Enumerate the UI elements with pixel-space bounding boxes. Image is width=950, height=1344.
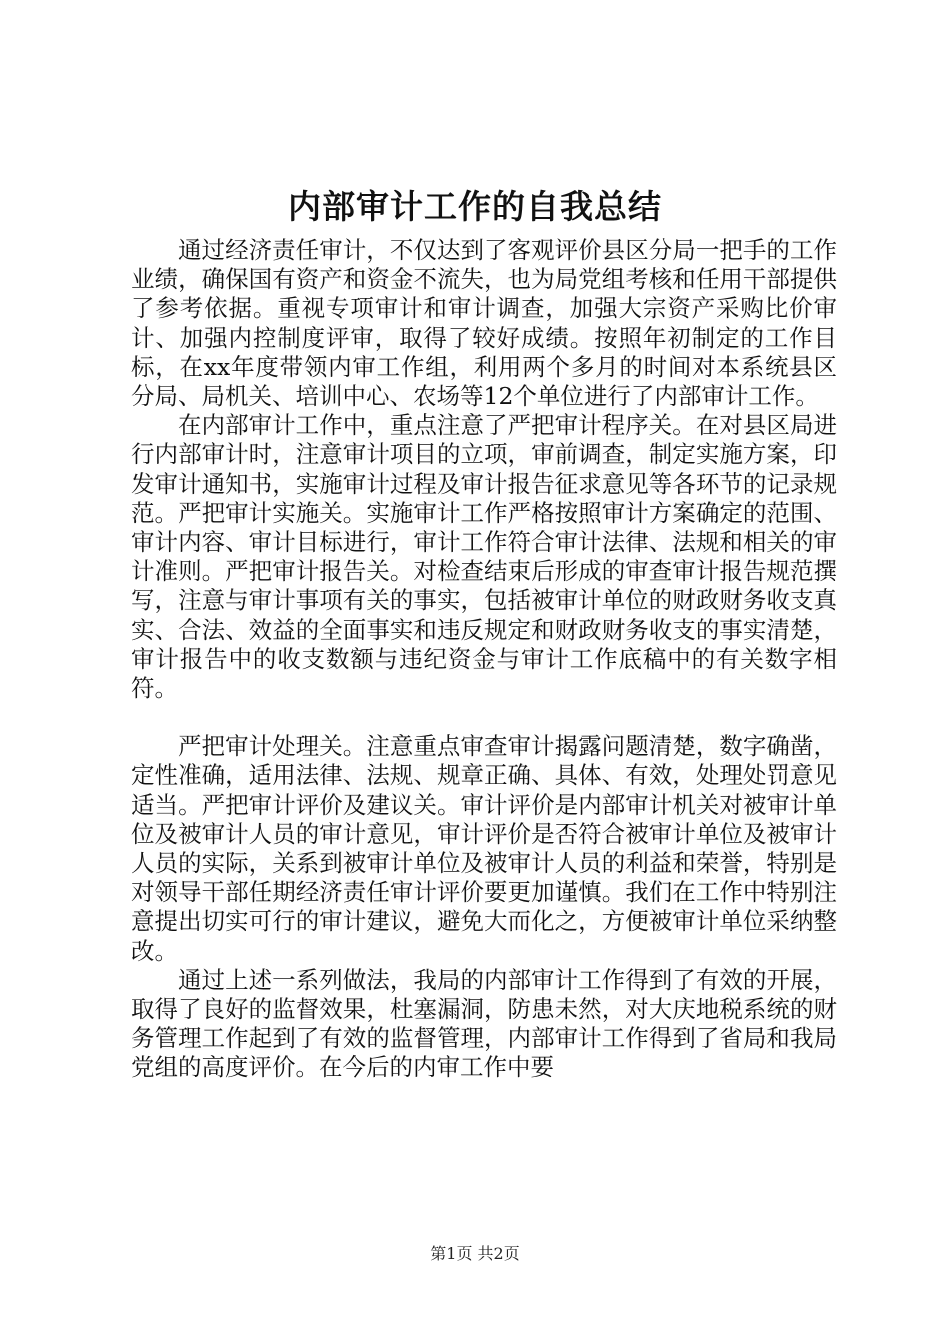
paragraph-4: 通过上述一系列做法，我局的内部审计工作得到了有效的开展，取得了良好的监督效果，杜塞漏洞，防患未然，对大庆地税系统的财务管理工作起到了有效的监督管理，内部审计工作得到了省局和我局党组的高度评价。在今后的内审工作中要 (131, 965, 837, 1082)
paragraph-gap (131, 703, 837, 732)
paragraph-1: 通过经济责任审计，不仅达到了客观评价县区分局一把手的工作业绩，确保国有资产和资金不流失，也为局党组考核和任用干部提供了参考依据。重视专项审计和审计调查，加强大宗资产采购比价审计、加强内控制度评审，取得了较好成绩。按照年初制定的工作目标，在xx年度带领内审工作组，利用两个多月的时间对本系统县区分局、局机关、培训中心、农场等12个单位进行了内部审计工作。 (131, 236, 837, 411)
document-body (131, 236, 837, 1083)
paragraph-2: 在内部审计工作中，重点注意了严把审计程序关。在对县区局进行内部审计时，注意审计项目的立项，审前调查，制定实施方案，印发审计通知书，实施审计过程及审计报告征求意见等各环节的记录规范。严把审计实施关。实施审计工作严格按照审计方案确定的范围、审计内容、审计目标进行，审计工作符合审计法律、法规和相关的审计准则。严把审计报告关。对检查结束后形成的审查审计报告规范撰写，注意与审计事项有关的事实，包括被审计单位的财政财务收支真实、合法、效益的全面事实和违反规定和财政财务收支的事实清楚，审计报告中的收支数额与违纪资金与审计工作底稿中的有关数字相符。 (131, 411, 837, 703)
document-title: 内部审计工作的自我总结 (288, 187, 662, 226)
paragraph-3: 严把审计处理关。注意重点审查审计揭露问题清楚，数字确凿，定性准确，适用法律、法规、规章正确、具体、有效，处理处罚意见适当。严把审计评价及建议关。审计评价是内部审计机关对被审计单位及被审计人员的审计意见，审计评价是否符合被审计单位及被审计人员的实际，关系到被审计单位及被审计人员的利益和荣誉，特别是对领导干部任期经济责任审计评价要更加谨慎。我们在工作中特别注意提出切实可行的审计建议，避免大而化之，方便被审计单位采纳整改。 (131, 732, 837, 965)
page-number-footer: 第1页 共2页 (430, 1244, 520, 1263)
